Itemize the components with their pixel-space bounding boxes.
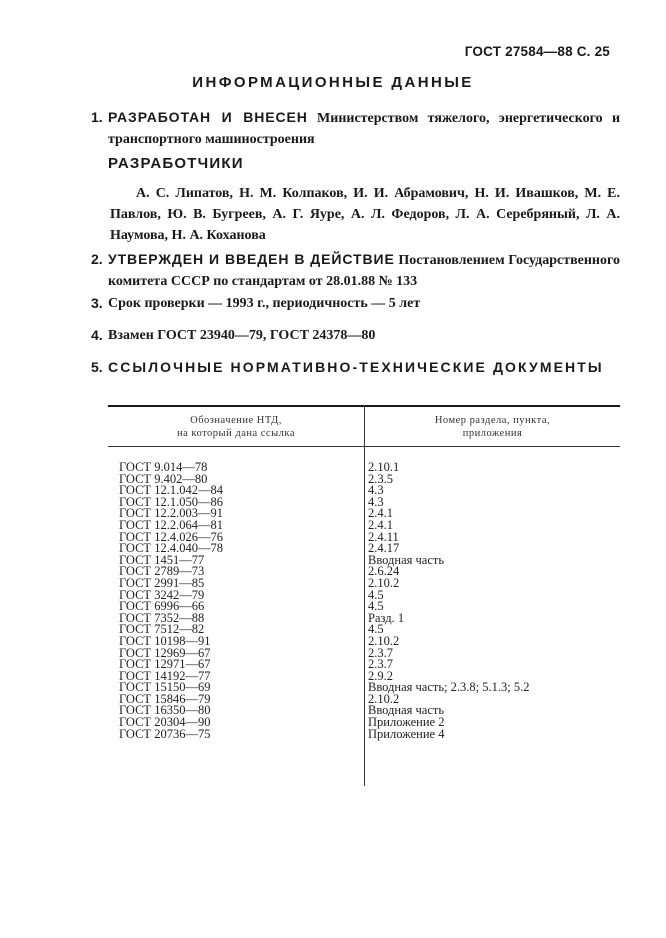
section-text: Срок проверки — 1993 г., периодичность — 5 лет [108,296,421,311]
section-text: Министерством тяжелого, энергетического и транспортного машиностроения [108,111,621,147]
table-cell-document: ГОСТ 1451—77 [119,552,205,567]
table-cell-document: ГОСТ 12971—67 [119,657,211,672]
table-cell-document: ГОСТ 9.402—80 [119,471,208,486]
table-cell-document: ГОСТ 12.2.003—91 [119,506,223,521]
column-header-line: на который дана ссылка [177,428,295,439]
table-cell-section: Разд. 1 [368,610,405,625]
table-cell-document: ГОСТ 10198—91 [119,633,211,648]
table-cell-section: 2.10.2 [368,691,400,706]
table-cell-document: ГОСТ 2789—73 [119,564,205,579]
table-cell-section: 2.10.1 [368,460,400,474]
table-cell-document: ГОСТ 12969—67 [119,645,211,660]
section-lead: УТВЕРЖДЕН И ВВЕДЕН В ДЕЙСТВИЕ [108,251,395,267]
table-row [0,705,666,717]
column-header-line: Обозначение НТД, [190,415,282,426]
table-cell-section: 4.3 [368,483,384,498]
section-2 [91,249,621,292]
section-number: 4. [91,327,103,343]
table-row [0,462,666,474]
table-row [0,471,666,486]
table-row [0,691,666,706]
table-row [0,575,666,590]
table-row [0,726,666,741]
table-cell-document: ГОСТ 12.1.050—86 [119,494,223,509]
table-row [0,659,666,671]
table-cell-section: 4.3 [368,494,384,509]
table-cell-section: 2.4.17 [368,541,400,556]
developers-list: А. С. Липатов, Н. М. Колпаков, И. И. Абрамович, Н. И. Ивашков, М. Е. Павлов, Ю. В. Бугреев, А. Г. Яуре, А. Л. Федоров, Л. А. Серебряный, Л. А. Наумова, Н. А. Коханова [110,186,620,243]
section-lead: РАЗРАБОТАН И ВНЕСЕН [108,109,308,125]
table-cell-document: ГОСТ 15846—79 [119,691,211,706]
section-number: 2. [91,251,103,267]
table-row [0,517,666,532]
table-cell-document: ГОСТ 7352—88 [119,610,205,625]
table-row [0,610,666,625]
table-cell-document: ГОСТ 7512—82 [119,622,205,637]
column-header-line: Номер раздела, пункта, [434,415,551,426]
section-number: 5. [91,359,103,375]
table-row [0,633,666,648]
table-cell-document: ГОСТ 9.014—78 [119,460,208,474]
table-cell-document: ГОСТ 16350—80 [119,703,211,718]
section-text: Постановлением Государственного комитета СССР по стандартам от 28.01.88 № 133 [108,253,621,289]
table-cell-document: ГОСТ 12.2.064—81 [119,517,223,532]
table-cell-section: 4.5 [368,599,384,614]
table-row [0,508,666,520]
table-row [0,494,666,509]
table-row [0,543,666,555]
table-cell-section: 2.4.1 [368,517,393,532]
section-5 [91,357,620,379]
table-cell-section: 2.6.24 [368,564,400,579]
table-cell-section: 4.5 [368,587,384,602]
table-row [0,645,666,660]
table-cell-section: 2.3.7 [368,645,393,660]
section-lead: ССЫЛОЧНЫЕ НОРМАТИВНО-ТЕХНИЧЕСКИЕ ДОКУМЕНТЫ [108,359,604,375]
table-row [0,624,666,636]
section-3 [91,293,620,314]
table-cell-document: ГОСТ 6996—66 [119,599,205,614]
table-cell-document: ГОСТ 20736—75 [119,726,211,741]
table-cell-section: Вводная часть [368,703,445,718]
table-cell-document: ГОСТ 14192—77 [119,668,211,683]
table-cell-section: 2.10.2 [368,575,400,590]
column-header-section [365,414,620,440]
table-cell-document: ГОСТ 15150—69 [119,680,211,695]
page-header: ГОСТ 27584—88 С. 25 [464,44,610,59]
developers-heading: РАЗРАБОТЧИКИ [108,155,244,172]
section-number: 3. [91,295,103,311]
table-row [0,485,666,497]
section-number: 1. [91,109,103,125]
column-header-document [108,414,364,440]
table-row [0,566,666,578]
table-row [0,587,666,602]
table-cell-section: Приложение 2 [368,715,445,730]
table-row [0,682,666,694]
table-cell-section: Вводная часть [368,552,445,567]
table-cell-document: ГОСТ 20304—90 [119,715,211,730]
table-row [0,601,666,613]
section-4 [91,325,620,346]
section-1 [91,107,621,150]
table-cell-document: ГОСТ 12.1.042—84 [119,483,223,498]
table-cell-section: 2.3.5 [368,471,393,486]
table-body [0,462,666,740]
table-cell-document: ГОСТ 2991—85 [119,575,205,590]
table-cell-section: 2.4.11 [368,529,399,544]
document-title: ИНФОРМАЦИОННЫЕ ДАННЫЕ [192,74,474,91]
table-cell-section: 2.9.2 [368,668,393,683]
section-text: Взамен ГОСТ 23940—79, ГОСТ 24378—80 [108,328,376,343]
table-row [0,717,666,729]
table-cell-section: 2.10.2 [368,633,400,648]
table-cell-document: ГОСТ 12.4.026—76 [119,529,223,544]
table-header-rule [108,446,620,447]
table-cell-section: 2.3.7 [368,657,393,672]
table-cell-document: ГОСТ 12.4.040—78 [119,541,223,556]
table-cell-section: 2.4.1 [368,506,393,521]
table-cell-section: 4.5 [368,622,384,637]
table-row [0,529,666,544]
table-cell-section: Приложение 4 [368,726,445,741]
table-cell-document: ГОСТ 3242—79 [119,587,205,602]
table-row [0,552,666,567]
table-row [0,668,666,683]
table-cell-section: Вводная часть; 2.3.8; 5.1.3; 5.2 [368,680,530,695]
column-header-line: приложения [462,428,523,439]
